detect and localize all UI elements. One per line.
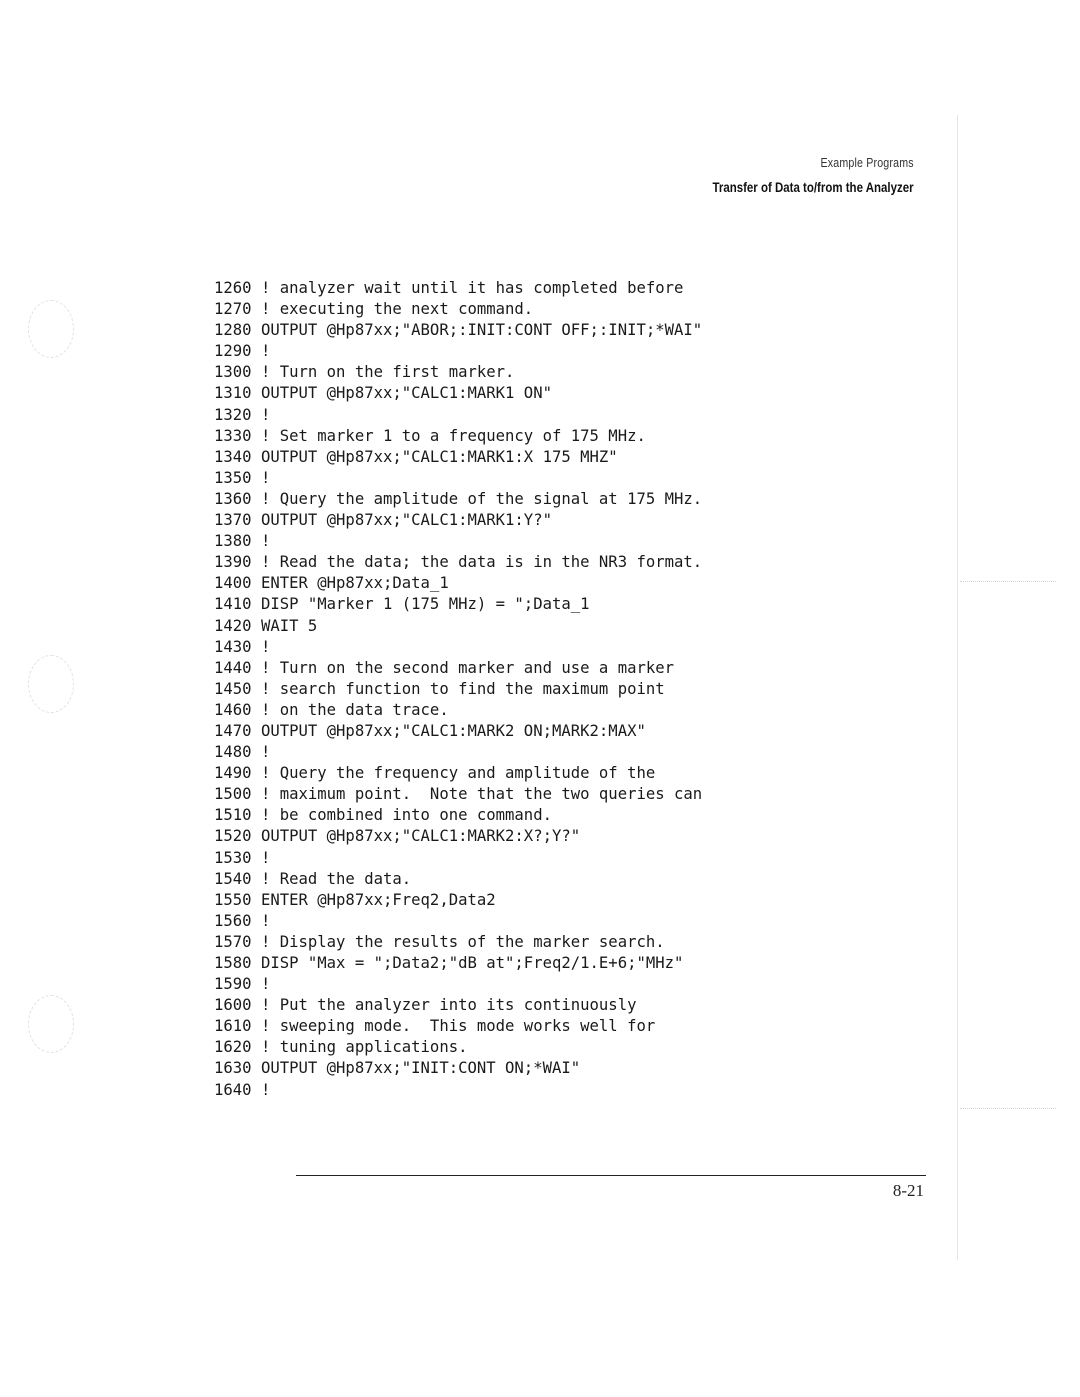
margin-dotted-line [960,581,1056,582]
code-line: 1460 ! on the data trace. [214,700,449,719]
page-number: 8-21 [892,1181,924,1200]
code-line: 1360 ! Query the amplitude of the signal at 175 MHz. [214,489,703,508]
code-line: 1420 WAIT 5 [214,616,318,635]
code-line: 1530 ! [214,848,271,867]
code-line: 1280 OUTPUT @Hp87xx;"ABOR;:INIT:CONT OFF;:INIT;*WAI" [214,321,703,340]
code-line: 1490 ! Query the frequency and amplitude of the [214,764,656,783]
code-line: 1430 ! [214,637,271,656]
code-line: 1500 ! maximum point. Note that the two queries can [214,785,703,804]
code-line: 1260 ! analyzer wait until it has completed before [214,279,684,297]
code-line: 1630 OUTPUT @Hp87xx;"INIT:CONT ON;*WAI" [214,1059,581,1078]
code-line: 1320 ! [214,405,271,424]
punch-hole-mark [28,300,74,358]
code-line: 1620 ! tuning applications. [214,1038,468,1057]
code-line: 1410 DISP "Marker 1 (175 MHz) = ";Data_1 [214,595,590,614]
code-line: 1580 DISP "Max = ";Data2;"dB at";Freq2/1.E+6;"MHz" [214,954,684,972]
running-header-section: Example Programs [820,155,914,170]
code-line: 1480 ! [214,743,271,762]
running-header-title: Transfer of Data to/from the Analyzer [712,180,914,195]
code-line: 1270 ! executing the next command. [214,300,534,319]
code-line: 1450 ! search function to find the maximum point [214,679,665,698]
punch-hole-mark [28,995,74,1053]
code-line: 1590 ! [214,975,271,994]
code-line: 1290 ! [214,342,271,361]
footer-rule [296,1175,926,1176]
code-listing [214,278,702,1101]
code-line: 1550 ENTER @Hp87xx;Freq2,Data2 [214,890,496,909]
code-line: 1400 ENTER @Hp87xx;Data_1 [214,574,449,593]
code-line: 1640 ! [214,1080,271,1099]
code-line: 1510 ! be combined into one command. [214,806,552,825]
code-line: 1520 OUTPUT @Hp87xx;"CALC1:MARK2:X?;Y?" [214,827,581,846]
code-line: 1440 ! Turn on the second marker and use a marker [214,658,675,677]
code-line: 1330 ! Set marker 1 to a frequency of 175 MHz. [214,426,646,445]
code-line: 1300 ! Turn on the first marker. [214,363,515,382]
code-line: 1380 ! [214,532,271,551]
code-line: 1470 OUTPUT @Hp87xx;"CALC1:MARK2 ON;MARK2:MAX" [214,721,646,740]
code-line: 1610 ! sweeping mode. This mode works well for [214,1017,656,1036]
punch-hole-mark [28,655,74,713]
code-line: 1350 ! [214,468,271,487]
code-line: 1570 ! Display the results of the marker search. [214,932,665,951]
code-line: 1560 ! [214,911,271,930]
code-line: 1600 ! Put the analyzer into its continuously [214,996,637,1015]
code-line: 1370 OUTPUT @Hp87xx;"CALC1:MARK1:Y?" [214,511,552,530]
code-line: 1310 OUTPUT @Hp87xx;"CALC1:MARK1 ON" [214,384,552,403]
margin-dotted-line [960,1108,1056,1109]
code-line: 1540 ! Read the data. [214,869,412,888]
margin-rule [957,115,958,1260]
code-line: 1340 OUTPUT @Hp87xx;"CALC1:MARK1:X 175 MHZ" [214,447,618,466]
code-line: 1390 ! Read the data; the data is in the NR3 format. [214,553,703,572]
